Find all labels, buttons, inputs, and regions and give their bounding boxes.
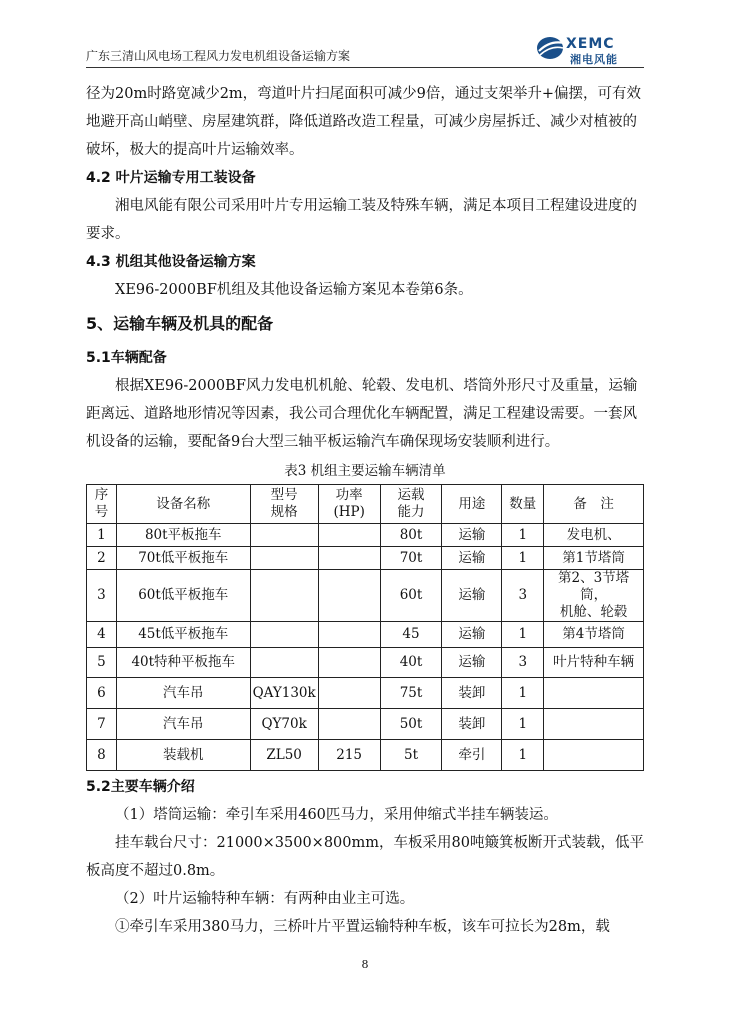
company-logo [536,34,644,64]
header-cell: 序 号 [87,485,117,524]
paragraph: XE96-2000BF机组及其他设备运输方案见本卷第6条。 [115,282,473,298]
cell-note [544,709,644,740]
paragraph: 径为20m时路宽减少2m，弯道叶片扫尾面积可减少9倍，通过支架举升+偏摆，可有效地避开高山峭壁、房屋建筑群，降低道路改造工程量，可减少房屋拆迁、减少对植被的破坏，极大的提高叶片运输效率。 [86,86,642,158]
cell-use: 运输 [442,570,502,622]
cell-capacity: 40t [380,648,442,678]
section-heading-5-2: 5.2主要车辆介绍 [86,779,195,795]
cell-note: 发电机、 [544,524,644,547]
section-heading-5-1: 5.1车辆配备 [86,350,167,366]
cell-capacity: 75t [380,678,442,709]
table-row [87,622,644,648]
cell-name: 45t低平板拖车 [116,622,250,648]
cell-model [250,570,318,622]
header-cell: 型号 规格 [250,485,318,524]
cell-use: 运输 [442,524,502,547]
cell-no: 7 [87,709,117,740]
cell-name: 60t低平板拖车 [116,570,250,622]
cell-use: 装卸 [442,678,502,709]
paragraph: 湘电风能有限公司采用叶片专用运输工装及特殊车辆，满足本项目工程建设进度的要求。 [86,198,637,242]
page-header [86,34,644,68]
logo-text: XEMC [566,36,615,52]
table-row [87,740,644,771]
cell-capacity: 5t [380,740,442,771]
cell-note [544,678,644,709]
cell-qty: 1 [502,622,544,648]
cell-qty: 3 [502,648,544,678]
table-row [87,547,644,570]
cell-power [318,570,380,622]
cell-no: 4 [87,622,117,648]
cell-model: ZL50 [250,740,318,771]
table-row [87,524,644,547]
cell-power [318,648,380,678]
header-cell: 备 注 [544,485,644,524]
cell-name: 70t低平板拖车 [116,547,250,570]
cell-power: 215 [318,740,380,771]
cell-no: 3 [87,570,117,622]
cell-no: 2 [87,547,117,570]
cell-name: 装载机 [116,740,250,771]
table-caption: 表3 机组主要运输车辆清单 [284,463,446,479]
cell-note: 第2、3节塔筒， 机舱、轮毂 [544,570,644,622]
cell-model: QY70k [250,709,318,740]
cell-name: 40t特种平板拖车 [116,648,250,678]
logo-swoosh-icon [536,34,566,62]
header-cell: 数量 [502,485,544,524]
cell-model [250,648,318,678]
table-row [87,570,644,622]
cell-no: 8 [87,740,117,771]
section-heading-4-2: 4.2 叶片运输专用工装设备 [86,170,256,186]
cell-use: 运输 [442,648,502,678]
cell-capacity: 80t [380,524,442,547]
cell-qty: 1 [502,524,544,547]
cell-note: 第4节塔筒 [544,622,644,648]
cell-power [318,709,380,740]
cell-no: 6 [87,678,117,709]
cell-name: 80t平板拖车 [116,524,250,547]
cell-model [250,524,318,547]
vehicle-table [86,484,644,771]
table-row [87,678,644,709]
cell-use: 牵引 [442,740,502,771]
cell-use: 装卸 [442,709,502,740]
cell-note [544,740,644,771]
cell-no: 1 [87,524,117,547]
header-cell: 用途 [442,485,502,524]
header-cell: 设备名称 [116,485,250,524]
section-heading-4-3: 4.3 机组其他设备运输方案 [86,254,256,270]
cell-capacity: 60t [380,570,442,622]
cell-capacity: 70t [380,547,442,570]
cell-note: 第1节塔筒 [544,547,644,570]
header-divider [86,67,644,68]
page-number: 8 [361,958,369,971]
cell-model: QAY130k [250,678,318,709]
chapter-heading-5: 5、运输车辆及机具的配备 [86,314,274,333]
page-content [86,80,644,941]
cell-note: 叶片特种车辆 [544,648,644,678]
cell-qty: 1 [502,678,544,709]
header-title: 广东三清山风电场工程风力发电机组设备运输方案 [86,49,351,63]
cell-capacity: 45 [380,622,442,648]
cell-model [250,547,318,570]
cell-name: 汽车吊 [116,709,250,740]
cell-use: 运输 [442,622,502,648]
cell-power [318,622,380,648]
cell-qty: 3 [502,570,544,622]
cell-power [318,547,380,570]
cell-qty: 1 [502,709,544,740]
cell-name: 汽车吊 [116,678,250,709]
table-row [87,648,644,678]
cell-capacity: 50t [380,709,442,740]
cell-use: 运输 [442,547,502,570]
paragraph: （2）叶片运输特种车辆：有两种由业主可选。 [115,891,415,907]
cell-power [318,524,380,547]
paragraph: 根据XE96-2000BF风力发电机机舱、轮毂、发电机、塔筒外形尺寸及重量，运输距离远、道路地形情况等因素，我公司合理优化车辆配置，满足工程建设需要。一套风机设备的运输，要配备9台大型三轴平板运输汽车确保现场安装顺利进行。 [86,378,638,450]
paragraph: ①牵引车采用380马力，三桥叶片平置运输特种车板，该车可拉长为28m，载 [115,919,610,935]
header-cell: 功率 (HP) [318,485,380,524]
cell-no: 5 [87,648,117,678]
cell-power [318,678,380,709]
table-row [87,709,644,740]
paragraph: 挂车载台尺寸：21000×3500×800mm，车板采用80吨簸箕板断开式装载，低平板高度不超过0.8m。 [86,835,644,879]
header-cell: 运载 能力 [380,485,442,524]
paragraph: （1）塔筒运输：牵引车采用460匹马力，采用伸缩式半挂车辆装运。 [115,807,558,823]
cell-qty: 1 [502,547,544,570]
logo-subtext: 湘电风能 [570,53,618,66]
cell-model [250,622,318,648]
cell-qty: 1 [502,740,544,771]
table-header-row [87,485,644,524]
